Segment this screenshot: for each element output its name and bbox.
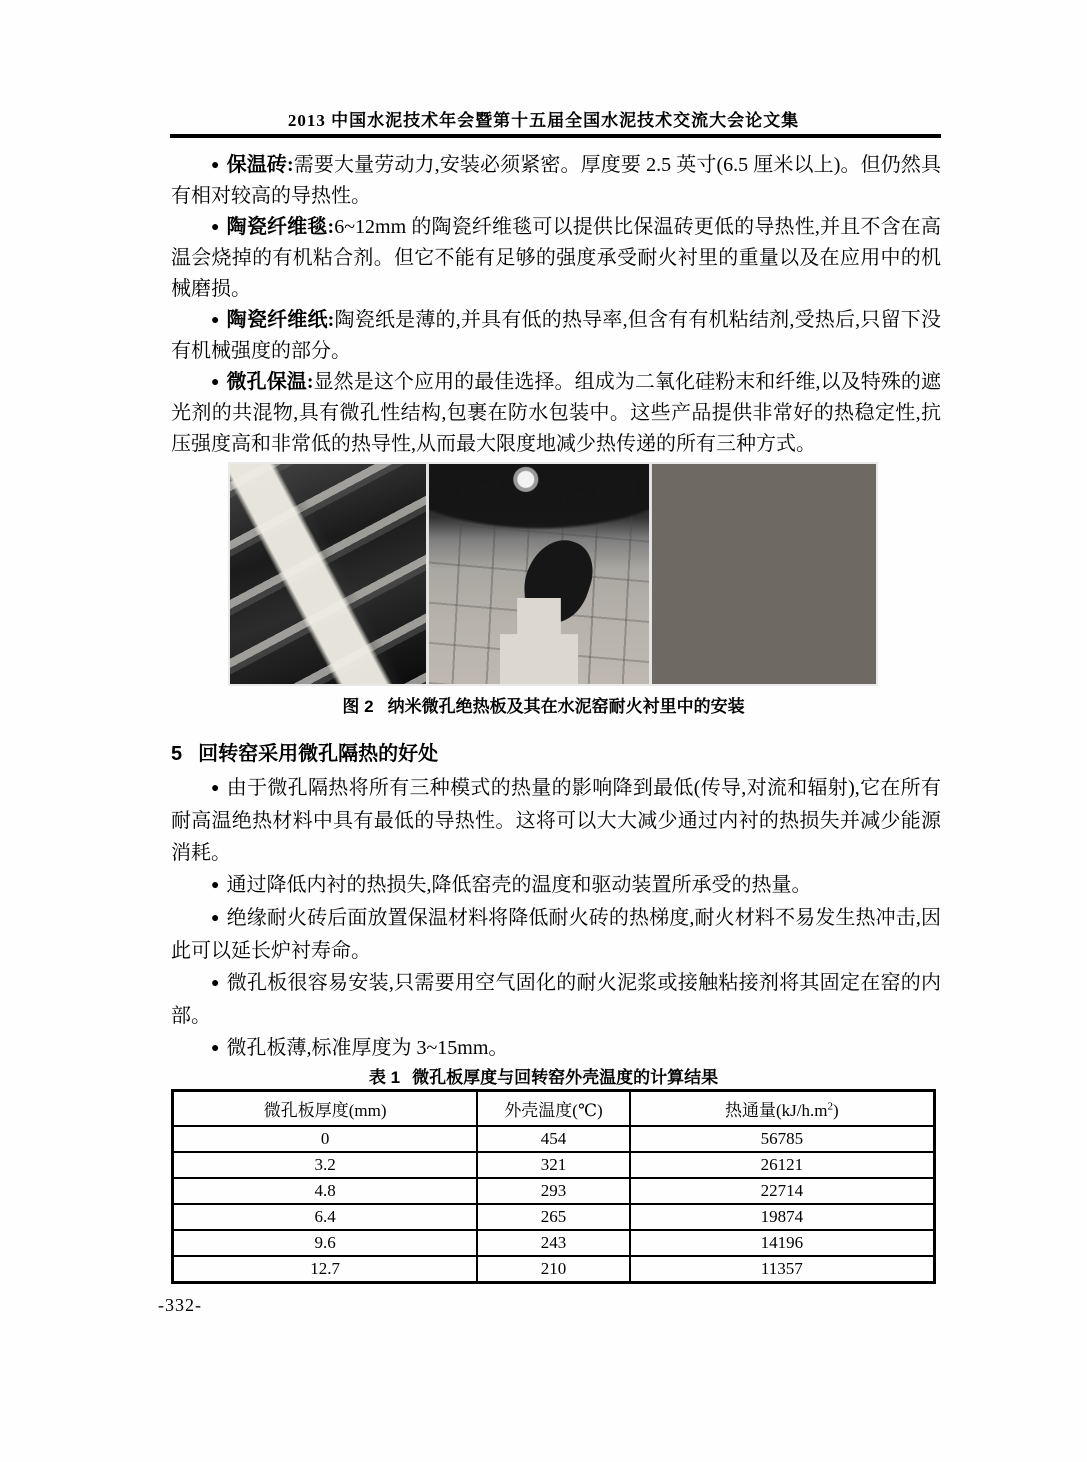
- bullet-item: [171, 1032, 941, 1065]
- section-5-heading: [171, 737, 941, 766]
- bullet-icon: ●: [211, 911, 220, 926]
- table-cell: 3.2: [173, 1152, 478, 1178]
- bullet-text: 陶瓷纸是薄的,并具有低的热导率,但含有有机粘结剂,受热后,只留下没有机械强度的部分。: [171, 309, 941, 362]
- table-1-title: [0, 1063, 1087, 1088]
- running-head: 2013 中国水泥技术年会暨第十五届全国水泥技术交流大会论文集: [287, 111, 800, 130]
- bullet-item: [171, 367, 941, 460]
- table-row: [173, 1178, 935, 1204]
- bullet-term: 陶瓷纤维毯:: [226, 216, 335, 238]
- table-row: [173, 1204, 935, 1230]
- bullet-text: 需要大量劳动力,安装必须紧密。厚度要 2.5 英寸(6.5 厘米以上)。但仍然具有相对较高的导热性。: [171, 154, 941, 207]
- table-cell: 321: [477, 1152, 629, 1178]
- bullet-item: [171, 772, 941, 869]
- table-cell: 243: [477, 1230, 629, 1256]
- table-row: [173, 1256, 935, 1283]
- table-label: 表 1: [368, 1068, 401, 1087]
- page-number: -332-: [158, 1295, 202, 1315]
- table-cell: 22714: [630, 1178, 935, 1204]
- table-cell: 56785: [630, 1126, 935, 1152]
- table-cell: 265: [477, 1204, 629, 1230]
- bullet-icon: ●: [211, 781, 220, 796]
- table-cell: 0: [173, 1126, 478, 1152]
- bullet-term: 保温砖:: [226, 154, 294, 176]
- bullet-icon: ●: [211, 220, 220, 235]
- col-header-heat-flux: 热通量$(kJ/h.m^2)$: [630, 1091, 935, 1127]
- bullet-item: [171, 869, 941, 902]
- table-cell: 454: [477, 1126, 629, 1152]
- table-cell: 11357: [630, 1256, 935, 1283]
- figure-2-caption: [0, 692, 1087, 717]
- figure-label: 图 2: [342, 697, 374, 716]
- bullet-icon: ●: [211, 375, 220, 390]
- table-cell: 6.4: [173, 1204, 478, 1230]
- col-header-thickness: 微孔板厚度(mm): [173, 1091, 478, 1127]
- bullet-icon: ●: [211, 878, 220, 893]
- bullet-item: [171, 212, 941, 305]
- section-5: [171, 737, 941, 1065]
- table-cell: 26121: [630, 1152, 935, 1178]
- bullet-text: 由于微孔隔热将所有三种模式的热量的影响降到最低(传导,对流和辐射),它在所有耐高温绝热材料中具有最低的导热性。这将可以大大减少通过内衬的热损失并减少能源消耗。: [171, 777, 941, 864]
- table-row: [173, 1152, 935, 1178]
- table-cell: 4.8: [173, 1178, 478, 1204]
- bullet-text: 6~12mm 的陶瓷纤维毯可以提供比保温砖更低的导热性,并且不含在高温会烧掉的有机粘合剂。但它不能有足够的强度承受耐火衬里的重量以及在应用中的机械磨损。: [171, 216, 941, 300]
- bullet-text: 微孔板薄,标准厚度为 3~15mm。: [226, 1037, 509, 1059]
- bullet-text: 微孔板很容易安装,只需要用空气固化的耐火泥浆或接触粘接剂将其固定在窑的内部。: [171, 972, 942, 1027]
- section-number: 5: [171, 743, 183, 765]
- bullet-term: 陶瓷纤维纸:: [226, 309, 335, 331]
- bullet-term: 微孔保温:: [226, 371, 314, 393]
- table-cell: 9.6: [173, 1230, 478, 1256]
- brick-lining-boards-photo: [652, 464, 876, 684]
- bullet-item: [171, 150, 941, 212]
- bullet-icon: ●: [211, 976, 220, 991]
- insulation-materials-bullets: [171, 150, 941, 460]
- kiln-interior-installation-photo: [429, 464, 649, 684]
- table-cell: 14196: [630, 1230, 935, 1256]
- table-cell: 19874: [630, 1204, 935, 1230]
- table-row: [173, 1126, 935, 1152]
- col-header-shell-temp: 外壳温度(℃): [477, 1091, 629, 1127]
- table-cell: 12.7: [173, 1256, 478, 1283]
- bullet-icon: ●: [211, 158, 220, 173]
- table-header-row: [173, 1091, 935, 1127]
- bullet-icon: ●: [211, 1041, 220, 1056]
- bullet-text: 绝缘耐火砖后面放置保温材料将降低耐火砖的热梯度,耐火材料不易发生热冲击,因此可以延长炉衬寿命。: [171, 907, 942, 962]
- table-title-text: 微孔板厚度与回转窑外壳温度的计算结果: [412, 1068, 719, 1087]
- bullet-text: 显然是这个应用的最佳选择。组成为二氧化硅粉末和纤维,以及特殊的遮光剂的共混物,具有微孔性结构,包裹在防水包装中。这些产品提供非常好的热稳定性,抗压强度高和非常低的热导性,从而最大限度地减少热传递的所有三种方式。: [171, 371, 942, 455]
- figure-caption-text: 纳米微孔绝热板及其在水泥窑耐火衬里中的安装: [387, 697, 745, 716]
- table-row: [173, 1230, 935, 1256]
- bullet-icon: ●: [211, 313, 220, 328]
- bullet-text: 通过降低内衬的热损失,降低窑壳的温度和驱动装置所承受的热量。: [226, 874, 812, 896]
- table-cell: 210: [477, 1256, 629, 1283]
- table-cell: 293: [477, 1178, 629, 1204]
- figure-2-photos: [230, 464, 876, 684]
- bullet-item: [171, 967, 941, 1032]
- section-title: 回转窑采用微孔隔热的好处: [198, 743, 439, 765]
- bullet-item: [171, 305, 941, 367]
- header-rule: [170, 134, 941, 138]
- bullet-item: [171, 902, 941, 967]
- microporous-insulation-boards-photo: [230, 464, 426, 684]
- table-1: [171, 1089, 936, 1284]
